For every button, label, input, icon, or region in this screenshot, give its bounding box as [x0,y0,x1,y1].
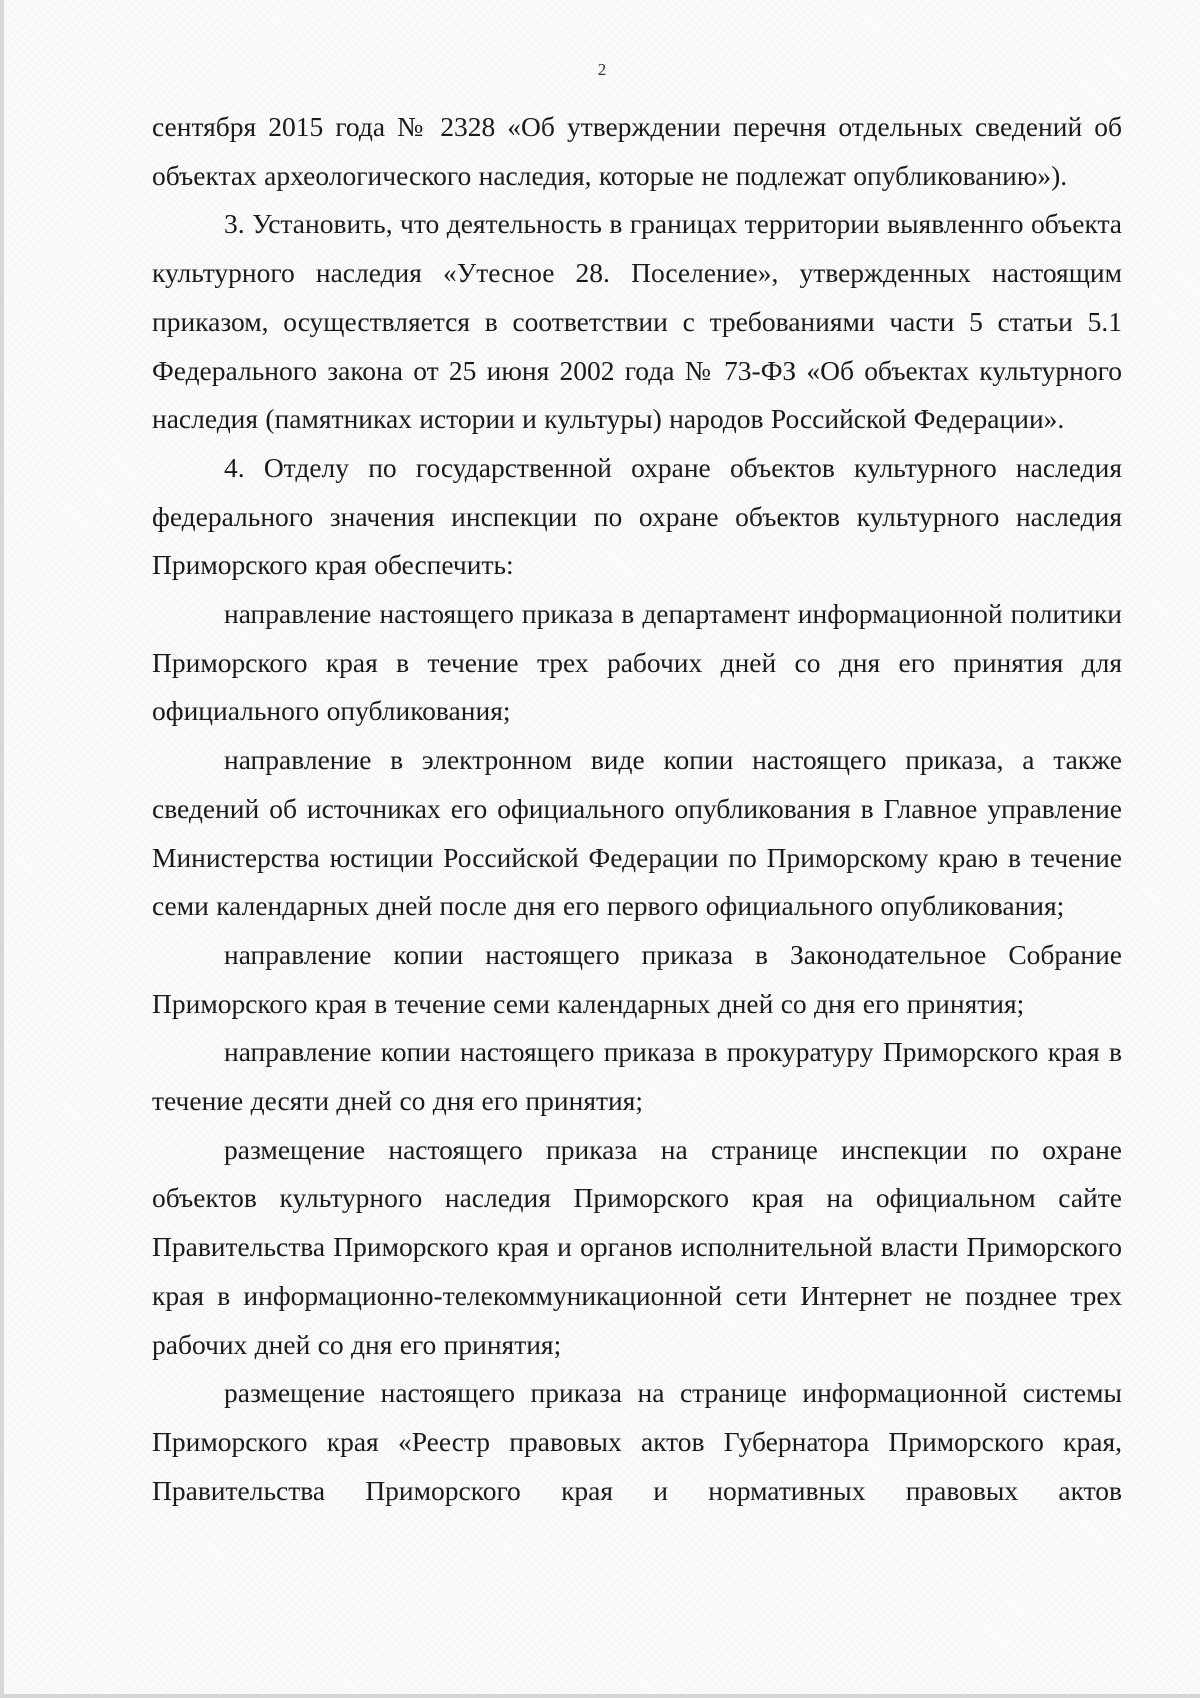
paragraph-item-4: 4. Отделу по государственной охране объектов культурного наследия федерального значения инспекции по охране объектов культурного наследия Приморского края обеспечить: [152,451,1122,581]
paragraph-prosecutor: направление копии настоящего приказа в прокуратуру Приморского края в течение десяти дней со дня его принятия; [152,1036,1122,1117]
paragraph-item-3: 3. Установить, что деятельность в границах территории выявленнго объекта культурного наследия «Утесное 28. Поселение», утвержденных настоящим приказом, осуществляется в соответствии с требованиями части 5 статьи 5.1 Федерального закона от 25 июня 2002 года № 73-ФЗ «Об объектах культурного наследия (памятниках истории и культуры) народов Российской Федерации». [152,208,1122,435]
paragraph-registry: размещение настоящего приказа на странице информационной системы Приморского края «Реестр правовых актов Губернатора Приморского края, Правительства Приморского края и нормативных правовых актов [152,1377,1122,1506]
document-body [152,103,1122,1515]
paragraph-legislative-assembly: направление копии настоящего приказа в Законодательное Собрание Приморского края в течение семи календарных дней со дня его принятия; [152,938,1122,1019]
paragraph-continuation: сентября 2015 года № 2328 «Об утверждении перечня отдельных сведений об объектах археологического наследия, которые не подлежат опубликованию»). [152,111,1122,191]
paragraph-dept-info-policy: направление настоящего приказа в департамент информационной политики Приморского края в течение трех рабочих дней со дня его принятия для официального опубликования; [152,598,1122,727]
paragraph-official-site: размещение настоящего приказа на странице инспекции по охране объектов культурного наследия Приморского края на официальном сайте Правительства Приморского края и органов исполнительной власти Приморского края в информационно-телекоммуникационной сети Интернет не позднее трех рабочих дней со дня его принятия; [152,1133,1122,1360]
page-number: 2 [597,60,607,79]
paragraph-ministry-justice: направление в электронном виде копии настоящего приказа, а также сведений об источниках его официального опубликования в Главное управление Министерства юстиции Российской Федерации по Приморскому краю в течение семи календарных дней после дня его первого официального опубликования; [152,744,1122,922]
